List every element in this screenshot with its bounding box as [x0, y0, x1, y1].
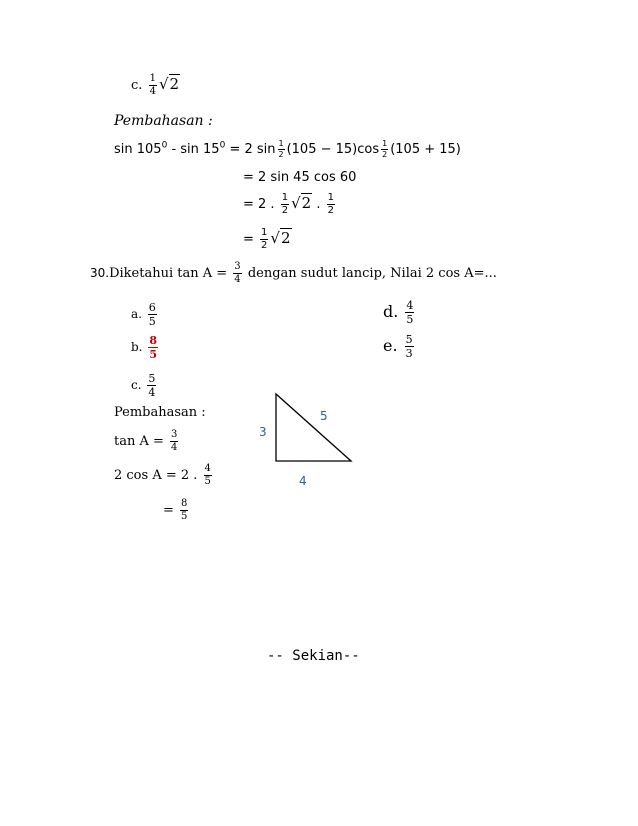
frac-den: 2: [327, 205, 334, 216]
fraction: [147, 373, 156, 398]
option-label: c.: [131, 378, 142, 392]
option-label: d.: [383, 302, 399, 321]
frac-den: 2: [382, 150, 388, 159]
fraction: [260, 228, 268, 251]
frac-den: 4: [148, 386, 156, 399]
frac-num: 6: [148, 301, 156, 314]
fraction: [180, 499, 188, 522]
frac-num: 5: [405, 333, 413, 346]
pembahasan-line-1: [114, 140, 461, 159]
text: = 2 sin: [225, 142, 276, 157]
sqrt-expression: √2: [270, 229, 291, 247]
frac-num: 1: [327, 192, 334, 203]
pembahasan-line-3: [243, 193, 337, 216]
question-number: 30.: [90, 266, 110, 280]
fraction: [381, 140, 388, 159]
text: sin 105: [114, 142, 162, 157]
sqrt-expression: √2: [291, 194, 312, 212]
sqrt-radicand: 2: [280, 229, 291, 247]
frac-den: 4: [171, 442, 178, 453]
frac-num: 3: [234, 261, 241, 272]
option-b: [131, 335, 160, 360]
text: 2 cos A = 2 .: [114, 468, 198, 483]
pembahasan-line-4: [243, 228, 292, 251]
fraction: [233, 262, 241, 285]
cos-line: [114, 464, 214, 487]
triangle-side-hypotenuse: 5: [320, 409, 328, 423]
triangle-side-left: 3: [259, 425, 267, 439]
frac-num: 4: [204, 463, 211, 474]
option-c-prev: [131, 74, 180, 97]
frac-num: 5: [148, 372, 156, 385]
frac-den: 2: [278, 150, 284, 159]
frac-den: 5: [204, 476, 211, 487]
superscript: 0: [161, 140, 168, 151]
frac-den: 2: [281, 205, 289, 216]
superscript: 0: [219, 140, 226, 151]
triangle-side-bottom: 4: [299, 474, 307, 488]
frac-den: 5: [148, 315, 156, 328]
frac-den: 5: [406, 313, 414, 326]
text: (105 − 15)cos: [286, 142, 380, 157]
text: tan A =: [114, 434, 164, 449]
text: = 2 .: [243, 197, 275, 212]
frac-den: 5: [181, 511, 188, 522]
text: (105 + 15): [390, 142, 461, 157]
tan-line: [114, 430, 180, 453]
fraction: [204, 464, 212, 487]
fraction-correct-answer: [148, 335, 158, 360]
pembahasan-2-title: Pembahasan :: [114, 405, 206, 420]
text: =: [163, 503, 174, 518]
frac-den: 4: [234, 274, 241, 285]
pembahasan-title: Pembahasan :: [114, 113, 213, 129]
option-e: [383, 334, 416, 359]
frac-den: 5: [149, 348, 157, 361]
frac-num: 1: [278, 139, 284, 148]
option-label: e.: [383, 336, 398, 355]
end-text: -- Sekian--: [267, 648, 360, 664]
frac-den: 3: [405, 347, 413, 360]
right-triangle-diagram: [270, 390, 360, 470]
frac-num: 8: [181, 498, 188, 509]
option-a: [131, 302, 159, 327]
fraction: [281, 193, 289, 216]
question-30: [90, 262, 497, 285]
frac-num: 1: [382, 139, 388, 148]
question-text: dengan sudut lancip, Nilai 2 cos A=...: [247, 266, 497, 281]
text: =: [243, 232, 254, 247]
frac-num: 3: [171, 429, 178, 440]
fraction: [170, 430, 178, 453]
fraction: [149, 74, 157, 97]
text: - sin 15: [167, 142, 220, 157]
frac-den: 4: [149, 86, 156, 97]
fraction: [405, 334, 414, 359]
fraction: [327, 193, 335, 216]
sqrt-radicand: 2: [169, 75, 180, 93]
frac-num: 8: [149, 334, 157, 347]
frac-num: 4: [406, 299, 414, 312]
fraction: [278, 140, 285, 159]
option-label: b.: [131, 340, 143, 354]
option-d: [383, 300, 416, 325]
text: .: [316, 197, 321, 212]
frac-num: 1: [281, 192, 289, 203]
frac-num: 1: [149, 73, 156, 84]
sqrt-radicand: 2: [301, 194, 312, 212]
sqrt-expression: √2: [158, 75, 180, 93]
fraction: [405, 300, 414, 325]
triangle-shape: [276, 394, 351, 461]
pembahasan-line-2: = 2 sin 45 cos 60: [243, 170, 357, 185]
option-label: a.: [131, 307, 142, 321]
option-label: c.: [131, 78, 143, 93]
frac-den: 2: [261, 240, 268, 251]
fraction: [148, 302, 157, 327]
result-line: [163, 499, 190, 522]
question-text: Diketahui tan A =: [109, 266, 228, 281]
option-c: [131, 373, 158, 398]
frac-num: 1: [261, 227, 268, 238]
